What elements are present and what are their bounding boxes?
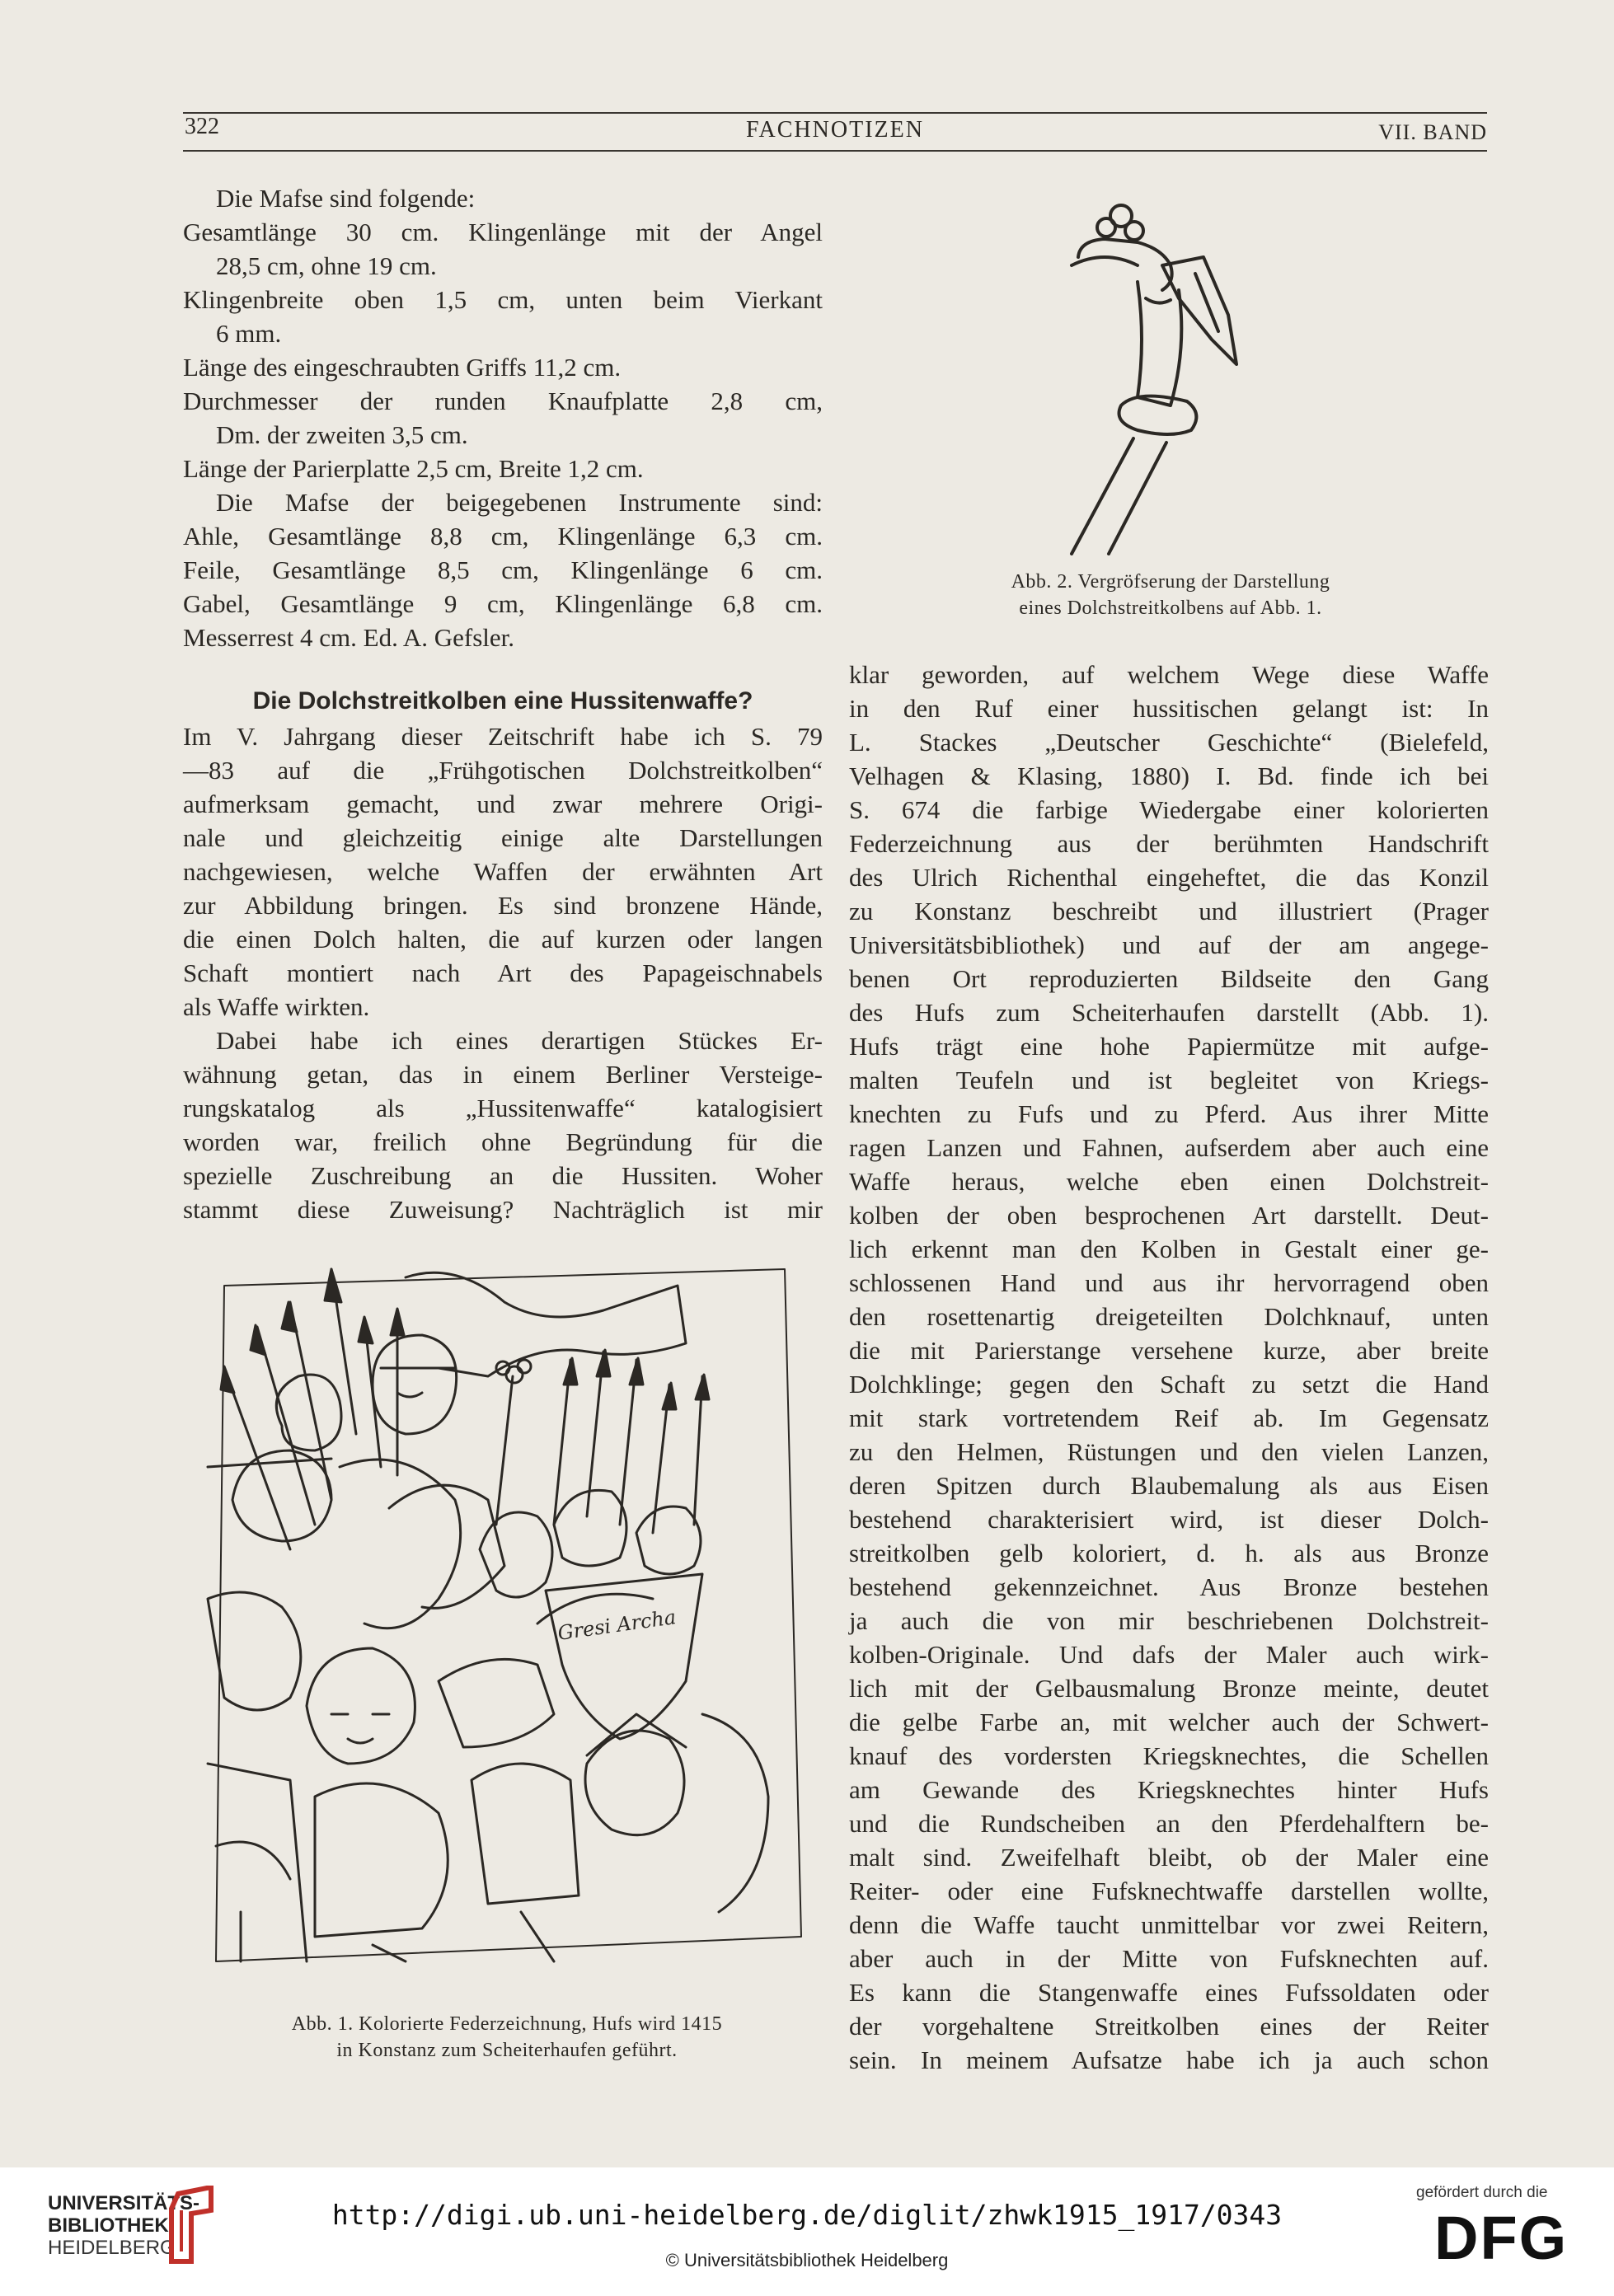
page-number: 322: [185, 114, 219, 139]
article-right-line: bestehend gekennzeichnet. Aus Bronze bestehen: [849, 1572, 1489, 1601]
article-right-line: die gelbe Farbe an, mit welcher auch der Schwert-: [849, 1708, 1489, 1736]
article-left-line: aufmerksam gemacht, und zwar mehrere Origi-: [183, 790, 823, 818]
article-left-line: Im V. Jahrgang dieser Zeitschrift habe ich S. 79: [183, 722, 823, 751]
article-heading: Die Dolchstreitkolben eine Hussitenwaffe?: [252, 687, 753, 715]
measurements-line: Dm. der zweiten 3,5 cm.: [216, 420, 468, 449]
article-left-line: nachgewiesen, welche Waffen der erwähnten Art: [183, 857, 823, 886]
article-right-line: lich erkennt man den Kolben in Gestalt einer ge-: [849, 1235, 1489, 1263]
header-rule-bottom: [183, 150, 1487, 152]
article-right-line: Federzeichnung aus der berühmten Handschrift: [849, 829, 1489, 858]
article-right-line: denn die Waffe taucht unmittelbar vor zwei Reitern,: [849, 1910, 1489, 1939]
measurements-line: Länge der Parierplatte 2,5 cm, Breite 1,2 cm.: [183, 454, 644, 483]
article-right-line: die mit Parierstange versehene kurze, aber breite: [849, 1336, 1489, 1365]
library-name-line-3: HEIDELBERG: [48, 2237, 176, 2259]
article-right-line: kolben-Originale. Und dafs der Maler auch wirk-: [849, 1640, 1489, 1669]
header-title: FACHNOTIZEN: [746, 117, 924, 143]
article-right-line: klar geworden, auf welchem Wege diese Waffe: [849, 660, 1489, 689]
article-right-column: [849, 658, 1489, 2077]
library-name-line-1: UNIVERSITÄTS-: [48, 2192, 200, 2214]
article-right-line: benen Ort reproduzierten Bildseite den Gang: [849, 964, 1489, 993]
measurements-line: Messerrest 4 cm. Ed. A. Gefsler.: [183, 623, 515, 652]
article-right-line: ragen Lanzen und Fahnen, aufserdem aber auch eine: [849, 1133, 1489, 1162]
article-left-line: als Waffe wirkten.: [183, 992, 370, 1021]
digitization-footer: [0, 2167, 1614, 2296]
figure-2-caption: [915, 569, 1426, 621]
measurements-line: Feile, Gesamtlänge 8,5 cm, Klingenlänge 6 cm.: [183, 555, 823, 584]
article-right-line: knechten zu Fufs und zu Pferd. Aus ihrer Mitte: [849, 1099, 1489, 1128]
article-left-line: spezielle Zuschreibung an die Hussiten. Woher: [183, 1161, 823, 1190]
article-right-line: und die Rundscheiben an den Pferdehalftern be-: [849, 1809, 1489, 1838]
article-left-line: worden war, freilich ohne Begründung für die: [183, 1127, 823, 1156]
article-right-line: am Gewande des Kriegsknechtes hinter Hufs: [849, 1775, 1489, 1804]
measurements-line: Klingenbreite oben 1,5 cm, unten beim Vierkant: [183, 285, 823, 314]
funder-line: gefördert durch die: [1416, 2184, 1548, 2201]
article-right-line: knauf des vordersten Kriegsknechtes, die Schellen: [849, 1741, 1489, 1770]
article-right-line: zu Konstanz beschreibt und illustriert (Prager: [849, 897, 1489, 925]
article-right-line: malt sind. Zweifelhaft bleibt, ob der Maler eine: [849, 1843, 1489, 1872]
figure-1-drawing: [191, 1253, 823, 1978]
article-left-line: zur Abbildung bringen. Es sind bronzene Hände,: [183, 891, 823, 920]
article-left-line: nale und gleichzeitig einige alte Darstellungen: [183, 823, 823, 852]
library-name-line-2: BIBLIOTHEK: [48, 2214, 169, 2237]
figure-1-banner-text: Gresi Archa: [556, 1605, 678, 1645]
header-rule-top: [183, 112, 1487, 114]
article-right-line: mit stark vortretendem Reif ab. Im Gegensatz: [849, 1403, 1489, 1432]
dfg-logo[interactable]: DFG: [1434, 2204, 1569, 2272]
article-right-line: malten Teufeln und ist begleitet von Kriegs-: [849, 1066, 1489, 1094]
article-right-line: streitkolben gelb koloriert, d. h. als aus Bronze: [849, 1539, 1489, 1567]
measurements-line: Die Mafse der beigegebenen Instrumente sind:: [216, 488, 823, 517]
article-right-line: Universitätsbibliothek) und auf der am angege-: [849, 930, 1489, 959]
article-right-line: in den Ruf einer hussitischen gelangt ist: In: [849, 694, 1489, 723]
article-right-line: S. 674 die farbige Wiedergabe einer kolorierten: [849, 795, 1489, 824]
permalink-url[interactable]: http://digi.ub.uni-heidelberg.de/diglit/zhwk1915_1917/0343: [331, 2199, 1283, 2231]
measurements-line: 6 mm.: [216, 319, 282, 348]
measurements-line: Länge des eingeschraubten Griffs 11,2 cm.: [183, 353, 622, 382]
measurements-line: Durchmesser der runden Knaufplatte 2,8 cm,: [183, 387, 823, 415]
article-left-line: stammt diese Zuweisung? Nachträglich ist mir: [183, 1195, 823, 1224]
article-left-line: die einen Dolch halten, die auf kurzen oder langen: [183, 925, 823, 954]
article-right-line: des Hufs zum Scheiterhaufen darstellt (Abb. 1).: [849, 998, 1489, 1027]
article-left-body: [183, 719, 823, 1226]
article-left-line: Schaft montiert nach Art des Papageischnabels: [183, 958, 823, 987]
measurements-line: Ahle, Gesamtlänge 8,8 cm, Klingenlänge 6,3 cm.: [183, 522, 823, 551]
article-left-line: rungskatalog als „Hussitenwaffe“ katalogisiert: [183, 1094, 823, 1122]
measurements-line: Gesamtlänge 30 cm. Klingenlänge mit der Angel: [183, 218, 823, 246]
measurements-line: Die Mafse sind folgende:: [216, 184, 476, 213]
article-right-line: L. Stackes „Deutscher Geschichte“ (Bielefeld,: [849, 728, 1489, 757]
article-left-line: Dabei habe ich eines derartigen Stückes Er-: [216, 1026, 823, 1055]
article-right-line: der vorgehaltene Streitkolben eines der Reiter: [849, 2012, 1489, 2041]
copyright-notice: © Universitätsbibliothek Heidelberg: [665, 2250, 949, 2270]
figure-1-caption-line-1: Abb. 1. Kolorierte Federzeichnung, Hufs wird 1415: [291, 2013, 723, 2035]
article-right-line: Hufs trägt eine hohe Papiermütze mit aufge-: [849, 1032, 1489, 1061]
article-right-line: ja auch die von mir beschriebenen Dolchstreit-: [849, 1606, 1489, 1635]
article-right-line: des Ulrich Richenthal eingeheftet, die das Konzil: [849, 863, 1489, 892]
article-right-line: den rosettenartig dreigeteilten Dolchknauf, unten: [849, 1302, 1489, 1331]
measurements-line: 28,5 cm, ohne 19 cm.: [216, 251, 437, 280]
figure-2-drawing: [1014, 191, 1360, 555]
article-left-line: wähnung getan, das in einem Berliner Versteige-: [183, 1060, 823, 1089]
article-right-line: Reiter- oder eine Fufsknechtwaffe darstellen wollte,: [849, 1877, 1489, 1905]
article-right-line: sein. In meinem Aufsatze habe ich ja auch schon: [849, 2045, 1489, 2074]
article-right-line: lich mit der Gelbausmalung Bronze meinte, deutet: [849, 1674, 1489, 1703]
figure-2-caption-line-1: Abb. 2. Vergröfserung der Darstellung: [1011, 571, 1330, 593]
article-right-line: Es kann die Stangenwaffe eines Fufssoldaten oder: [849, 1978, 1489, 2007]
figure-1-caption: [191, 2011, 823, 2064]
volume-label: VII. BAND: [1378, 120, 1487, 144]
measurements-line: Gabel, Gesamtlänge 9 cm, Klingenlänge 6,8 cm.: [183, 589, 823, 618]
article-right-line: Waffe heraus, welche eben einen Dolchstreit-: [849, 1167, 1489, 1196]
article-right-line: Velhagen & Klasing, 1880) I. Bd. finde ich bei: [849, 761, 1489, 790]
article-right-line: zu den Helmen, Rüstungen und den vielen Lanzen,: [849, 1437, 1489, 1466]
article-right-line: kolben der oben besprochenen Art darstellt. Deut-: [849, 1201, 1489, 1230]
article-right-line: Dolchklinge; gegen den Schaft zu setzt die Hand: [849, 1370, 1489, 1399]
article-right-line: aber auch in der Mitte von Fufsknechten auf.: [849, 1944, 1489, 1973]
running-header: [183, 109, 1487, 152]
measurements-block: [183, 181, 823, 654]
figure-2-caption-line-2: eines Dolchstreitkolbens auf Abb. 1.: [1019, 597, 1322, 619]
article-left-line: —83 auf die „Frühgotischen Dolchstreitkolben“: [183, 756, 823, 785]
article-right-line: deren Spitzen durch Blaubemalung als aus Eisen: [849, 1471, 1489, 1500]
article-right-line: schlossenen Hand und aus ihr hervorragend oben: [849, 1268, 1489, 1297]
figure-1-caption-line-2: in Konstanz zum Scheiterhaufen geführt.: [336, 2040, 678, 2061]
article-left-column: [183, 684, 823, 1226]
article-right-line: bestehend charakterisiert wird, ist dieser Dolch-: [849, 1505, 1489, 1534]
